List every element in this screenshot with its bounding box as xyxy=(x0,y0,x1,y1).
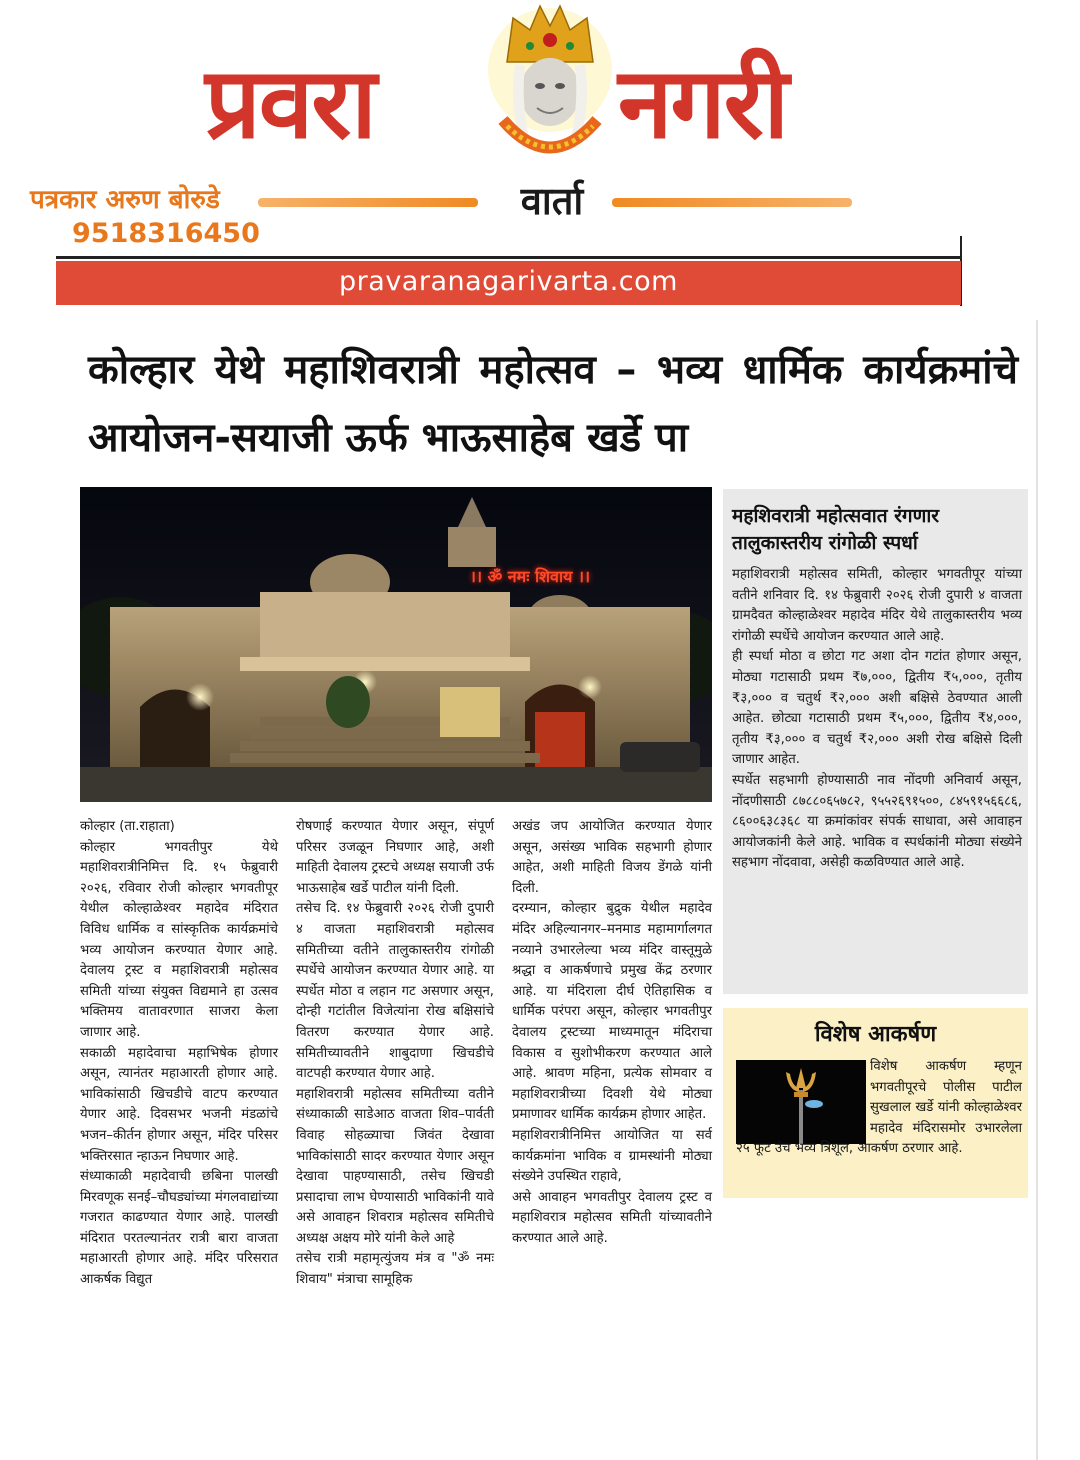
rangoli-competition-box xyxy=(723,489,1028,994)
masthead-rule-left xyxy=(258,198,478,207)
sidebox-body xyxy=(732,565,1022,874)
article-paragraph: दरम्यान, कोल्हार बुद्रुक येथील महादेव मंदिर अहिल्यानगर–मनमाड महामार्गालगत नव्याने उभारलेल्या भव्य मंदिर वास्तूमुळे श्रद्धा व आकर्षणाचे प्रमुख केंद्र ठरणार आहे. या मंदिराला दीर्घ ऐतिहासिक व धार्मिक परंपरा असून, कोल्हार भगवतीपुर देवालय ट्रस्टच्या माध्यमातून मंदिराचा विकास व सुशोभीकरण करण्यात आले आहे. श्रावण महिना, प्रत्येक सोमवार व महाशिवरात्रीच्या दिवशी येथे मोठ्या प्रमाणावर धार्मिक कार्यक्रम होणार आहेत. xyxy=(512,901,712,1123)
article-paragraph: महाशिवरात्री महोत्सव समितीच्या वतीने संध्याकाळी साडेआठ वाजता शिव–पार्वती विवाह सोहळ्याचा जिवंत देखावा भाविकांसाठी सादर करण्यात येणार असून देखावा पाहण्यासाठी, तसेच खिचडी प्रसादाचा लाभ घेण्यासाठी भाविकांनी यावे असे आवाहन शिवरात्र महोत्सव समितीचे अध्यक्ष अक्षय मोरे यांनी केले आहे xyxy=(296,1086,494,1246)
article-paragraph: कोल्हार (ता.राहाता) xyxy=(80,819,175,834)
website-bar-border xyxy=(56,256,961,259)
article-column-1 xyxy=(80,817,278,1291)
newspaper-title-right: नगरी xyxy=(618,47,788,161)
special-attraction-text: विशेष आकर्षण म्हणून भगवतीपूरचे पोलीस पाटील सुखलाल खर्डे यांनी कोल्हाळेश्वर महादेव मंदिरासमोर उभारलेला २५ फूट उंच भव्य त्रिशूल, आकर्षण ठरणार आहे. xyxy=(736,1059,1022,1157)
reporter-phone: 9518316450 xyxy=(72,218,260,249)
article-headline: कोल्हार येथे महाशिवरात्री महोत्सव – भव्य धार्मिक कार्यक्रमांचे आयोजन-सयाजी ऊर्फ भाऊसाहेब खर्डे पा xyxy=(88,347,1018,461)
article-paragraph: अखंड जप आयोजित करण्यात येणार असून, असंख्य भाविक सहभागी होणार आहेत, अशी माहिती विजय डेंगळे यांनी दिली. xyxy=(512,819,712,896)
sidebox-title: महशिवरात्री महोत्सवात रंगणार तालुकास्तरीय रांगोळी स्पर्धा xyxy=(732,505,940,554)
article-column-3 xyxy=(512,817,712,1249)
masthead xyxy=(0,0,1080,310)
article-column-2 xyxy=(296,817,494,1291)
article-paragraph: सकाळी महादेवाचा महाभिषेक होणार असून, त्यानंतर महाआरती होणार आहे. भाविकांसाठी खिचडीचे वाटप करण्यात येणार आहे. दिवसभर भजनी मंडळांचे भजन–कीर्तन होणार असून, मंदिर परिसर भक्तिरसात न्हाऊन निघणार आहे. xyxy=(80,1045,278,1164)
saint-portrait-logo xyxy=(485,0,615,170)
special-attraction-text-wrap xyxy=(736,1057,1022,1160)
page-edge-shadow xyxy=(1036,320,1038,1460)
temple-sign-text: ।। ॐ नमः शिवाय ।। xyxy=(469,567,591,586)
newspaper-title-left: प्रवरा xyxy=(205,47,375,161)
reporter-name: पत्रकार अरुण बोरुडे xyxy=(30,185,220,215)
article-paragraph: संध्याकाळी महादेवाची छबिना पालखी मिरवणूक सनई–चौघड्यांच्या मंगलवाद्यांच्या गजरात काढण्यात येणार आहे. पालखी मंदिरात परतल्यानंतर रात्री बारा वाजता महाआरती होणार आहे. मंदिर परिसरात आकर्षक विद्युत xyxy=(80,1169,279,1288)
masthead-rule-right xyxy=(612,198,852,207)
article-paragraph: महाशिवरात्रीनिमित्त आयोजित या सर्व कार्यक्रमांना भाविक व ग्रामस्थांनी मोठ्या संख्येने उपस्थित राहावे, xyxy=(512,1127,712,1185)
sidebox-paragraph: ही स्पर्धा मोठा व छोटा गट अशा दोन गटांत होणार असून, मोठ्या गटासाठी प्रथम ₹७,०००, द्वितीय ₹५,०००, तृतीय ₹३,००० व चतुर्थ ₹२,००० अशी बक्षिसे ठेवण्यात आली आहेत. छोट्या गटासाठी प्रथम ₹५,०००, द्वितीय ₹४,०००, तृतीय ₹३,००० व चतुर्थ ₹२,००० अशी रोख बक्षिसे दिली जाणार आहेत. xyxy=(732,649,1022,768)
special-attraction-box xyxy=(723,1008,1028,1198)
article-paragraph: रोषणाई करण्यात येणार असून, संपूर्ण परिसर उजळून निघणार आहे, अशी माहिती देवालय ट्रस्टचे अध्यक्ष सयाजी उर्फ भाऊसाहेब खर्डे पाटील यांनी दिली. xyxy=(296,819,494,896)
special-attraction-title: विशेष आकर्षण xyxy=(814,1022,937,1047)
article-paragraph: असे आवाहन भगवतीपुर देवालय ट्रस्ट व महाशिवरात्र महोत्सव समिती यांच्यावतीने करण्यात आले आहे. xyxy=(512,1189,712,1246)
website-url[interactable]: pravaranagarivarta.com xyxy=(339,266,678,297)
temple-photo xyxy=(80,487,712,802)
article-paragraph: तसेच रात्री महामृत्युंजय मंत्र व "ॐ नमः शिवाय" मंत्राचा सामूहिक xyxy=(296,1251,494,1288)
sidebox-paragraph: स्पर्धेत सहभागी होण्यासाठी नाव नोंदणी अनिवार्य असून, नोंदणीसाठी ८७८८०६५७८२, ९५५२६९१५००, ८४५९१५६६८६, ८६००६३८३६८ या क्रमांकांवर संपर्क साधावा, असे आवाहन आयोजकांनी केले आहे. भाविक व स्पर्धकांनी मोठ्या संख्येने सहभाग नोंदवावा, असेही कळविण्यात आले आहे. xyxy=(732,772,1022,871)
article-paragraph: कोल्हार भगवतीपुर येथे महाशिवरात्रीनिमित्त दि. १५ फेब्रुवारी २०२६, रविवार रोजी कोल्हार भगवतीपूर येथील कोल्हाळेश्वर महादेव मंदिरात विविध धार्मिक व सांस्कृतिक कार्यक्रमांचे भव्य आयोजन करण्यात येणार आहे. देवालय ट्रस्ट व महाशिवरात्री महोत्सव समिती यांच्या संयुक्त विद्यमाने हा उत्सव भक्तिमय वातावरणात साजरा केला जाणार आहे. xyxy=(80,839,278,1040)
website-bar xyxy=(56,261,961,305)
article-paragraph: तसेच दि. १४ फेब्रुवारी २०२६ रोजी दुपारी ४ वाजता महाशिवरात्री महोत्सव समितीच्या वतीने तालुकास्तरीय रांगोळी स्पर्धेचे आयोजन करण्यात येणार आहे. या स्पर्धेत मोठा व लहान गट असणार असून, दोन्ही गटांतील विजेत्यांना रोख बक्षिसांचे वितरण करण्यात येणार आहे. समितीच्यावतीने शाबुदाणा खिचडीचे वाटपही करण्यात येणार आहे. xyxy=(296,901,494,1082)
sidebox-paragraph: महाशिवरात्री महोत्सव समिती, कोल्हार भगवतीपूर यांच्या वतीने शनिवार दि. १४ फेब्रुवारी २०२६ रोजी दुपारी ४ वाजता ग्रामदैवत कोल्हाळेश्वर महादेव मंदिर येथे तालुकास्तरीय भव्य रांगोळी स्पर्धेचे आयोजन करण्यात आले आहे. xyxy=(732,567,1022,644)
newspaper-subtitle: वार्ता xyxy=(520,179,584,223)
